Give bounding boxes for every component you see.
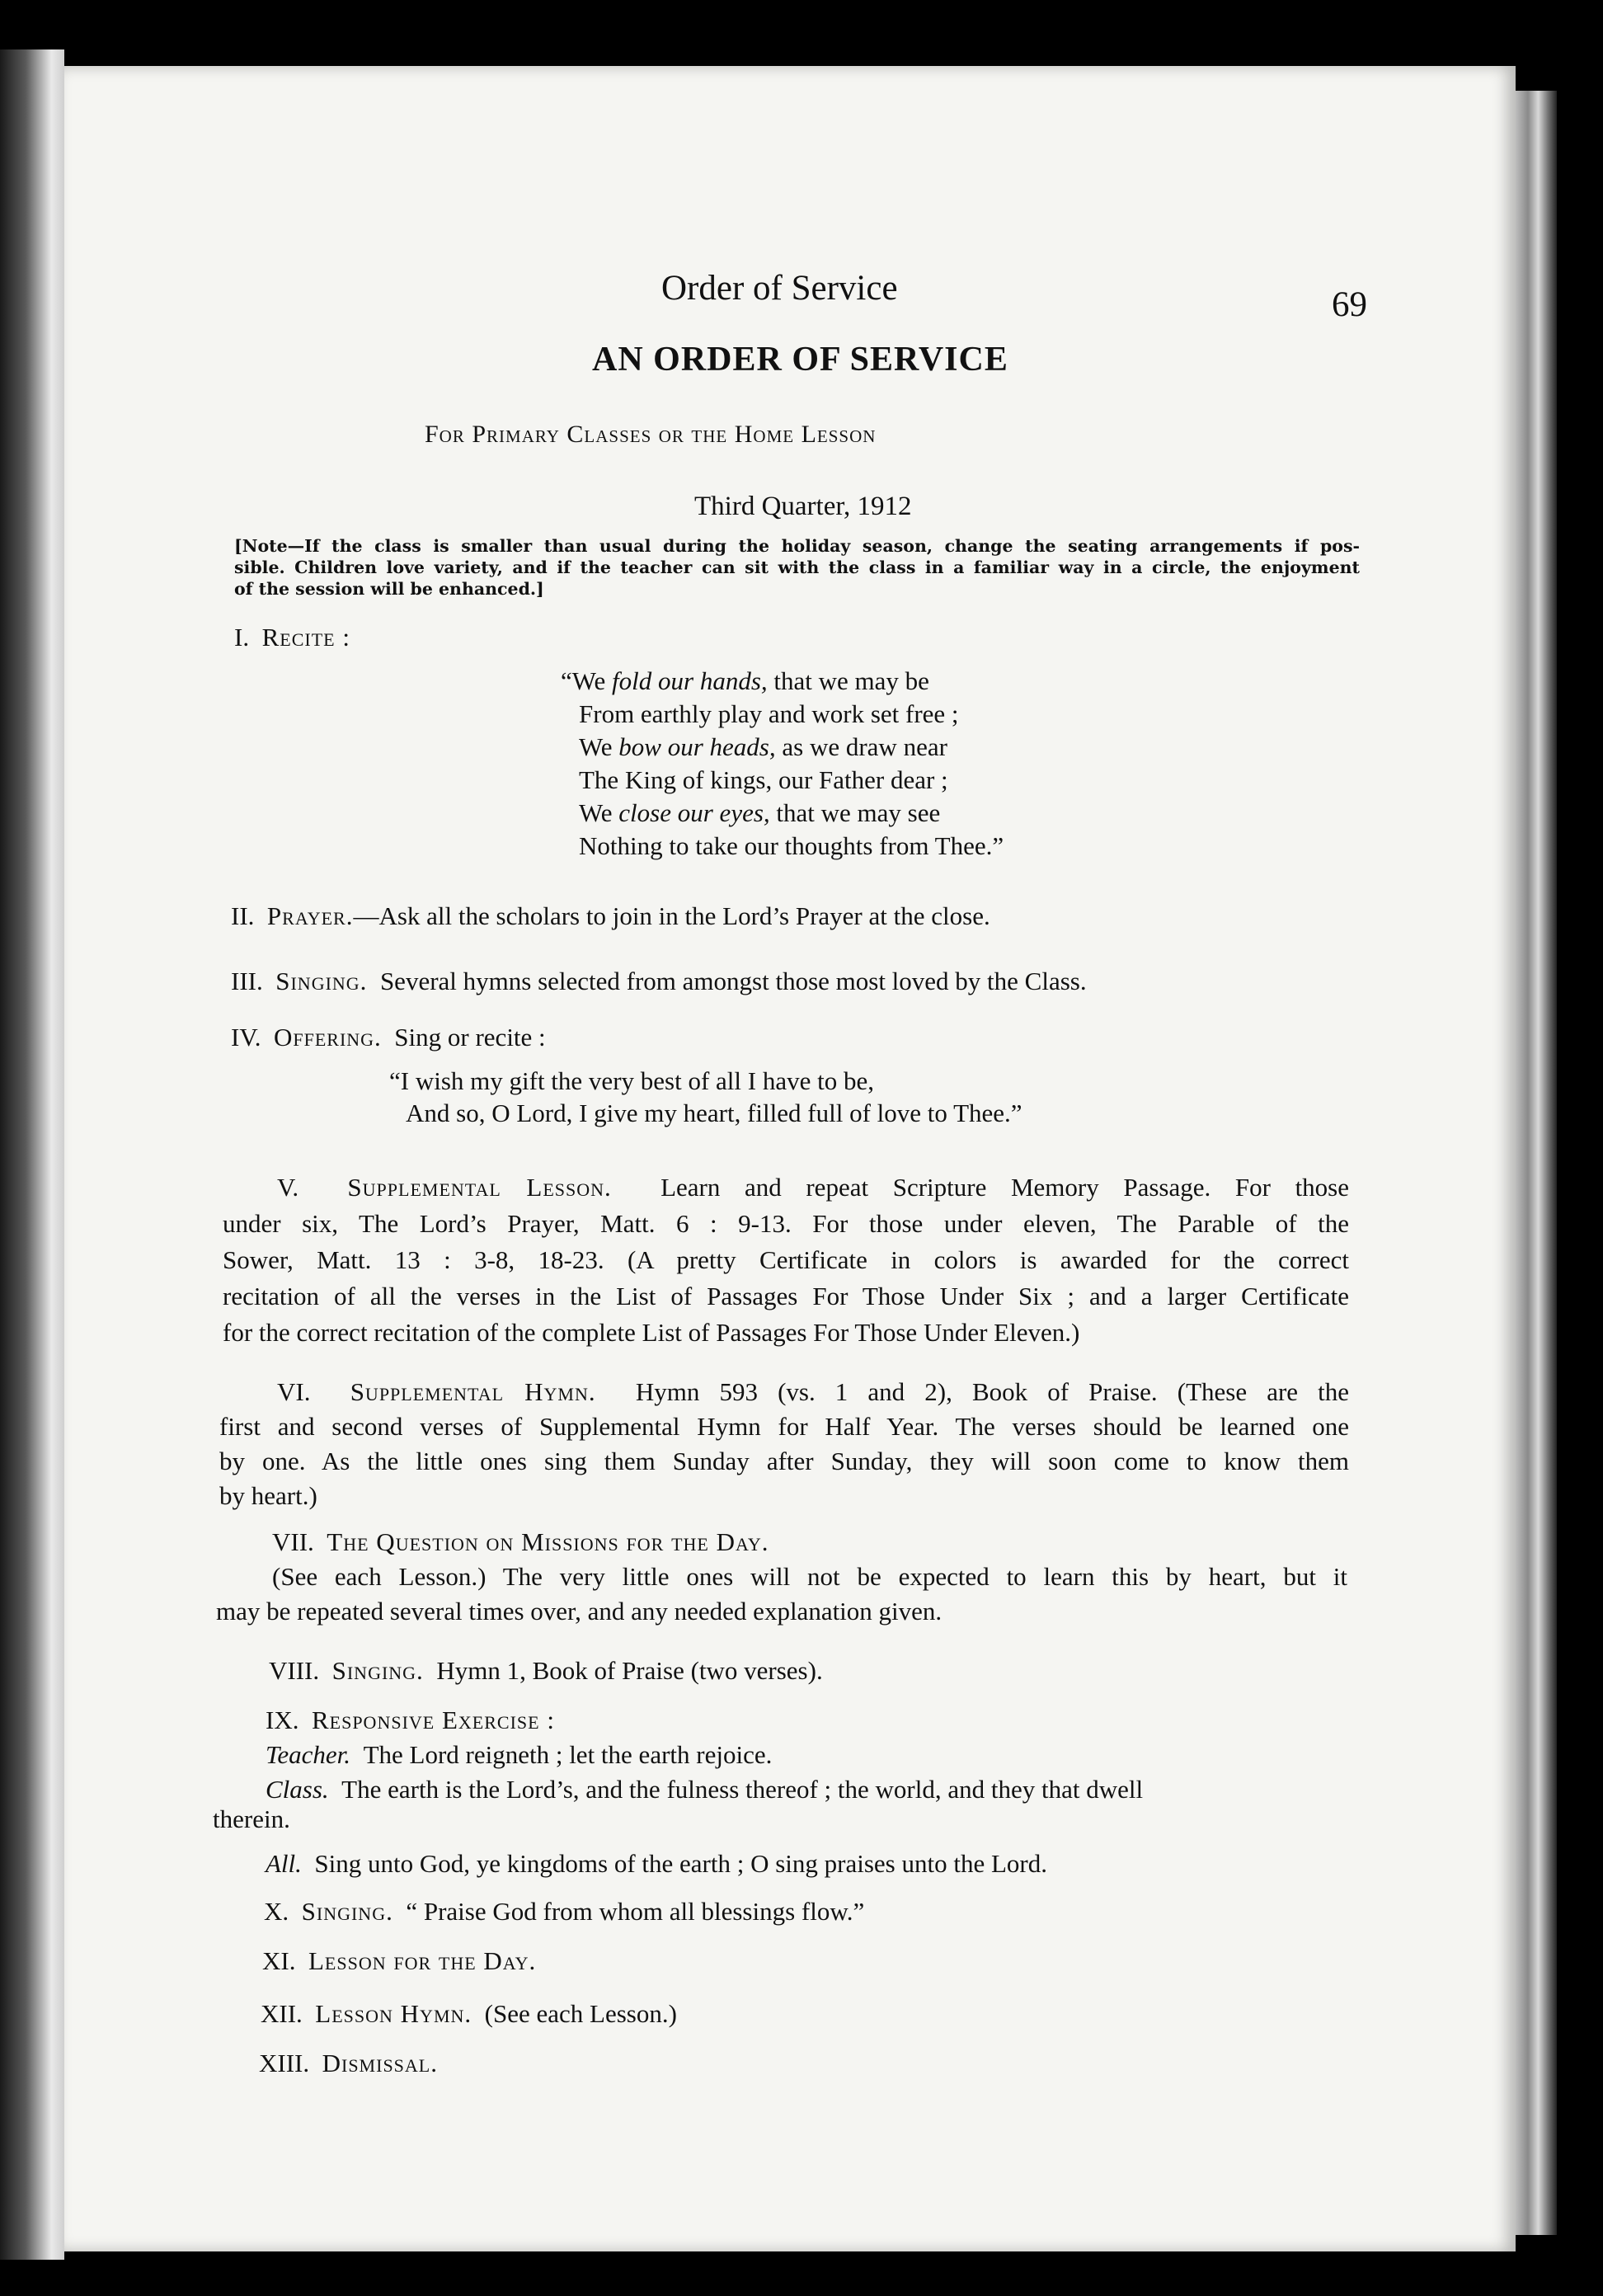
section-heading: Offering. [273, 1023, 382, 1052]
quarter-line: Third Quarter, 1912 [694, 492, 912, 521]
note-line-3: of the session will be enhanced.] [234, 579, 544, 599]
poem-line-1: “We fold our hands, that we may be [561, 666, 929, 695]
section-heading: Singing. [275, 967, 368, 995]
supp-hymn-line-2: first and second verses of Supplemental Hymn for Half Year. The verses should be learned one [219, 1412, 1349, 1441]
page-number: 69 [1332, 285, 1367, 324]
poem-line-4: The King of kings, our Father dear ; [579, 765, 948, 794]
section-lesson-hymn: XII. Lesson Hymn. (See each Lesson.) [261, 1999, 677, 2028]
responsive-heading: IX. Responsive Exercise : [266, 1706, 555, 1734]
section-heading: Prayer. [266, 901, 354, 930]
section-text: —Ask all the scholars to join in the Lord’s Prayer at the close. [353, 901, 990, 930]
responsive-teacher: Teacher. The Lord reigneth ; let the earth rejoice. [266, 1740, 773, 1769]
section-text: Sing or recite : [394, 1023, 546, 1052]
supp-hymn-line-3: by one. As the little ones sing them Sunday after Sunday, they will soon come to know them [219, 1447, 1349, 1475]
poem-line-3: We bow our heads, as we draw near [579, 732, 947, 761]
supp-hymn-line-1: VI. Supplemental Hymn. Hymn 593 (vs. 1 and 2), Book of Praise. (These are the [277, 1377, 1350, 1406]
note-line-1: [Note—If the class is smaller than usual during the holiday season, change the seating arrangements if pos- [234, 536, 1360, 556]
poem-line-5: We close our eyes, that we may see [579, 798, 941, 827]
poem-line-6: Nothing to take our thoughts from Thee.” [579, 831, 1004, 860]
book-spine-edge [0, 49, 64, 2260]
section-number: I. [234, 623, 250, 652]
page-stack-edge [1516, 91, 1557, 2235]
supp-hymn-line-4: by heart.) [219, 1481, 317, 1510]
section-number: III. [231, 967, 263, 995]
section-heading: Recite : [261, 623, 350, 652]
offering-verse-1: “I wish my gift the very best of all I have to be, [389, 1066, 874, 1095]
responsive-class-cont: therein. [213, 1804, 290, 1833]
running-head: Order of Service [661, 269, 898, 308]
section-number: IV. [231, 1023, 261, 1052]
poem-line-2: From earthly play and work set free ; [579, 699, 959, 728]
section-number: II. [231, 901, 255, 930]
responsive-class: Class. The earth is the Lord’s, and the fulness thereof ; the world, and they that dwell [266, 1775, 1144, 1804]
offering-verse-2: And so, O Lord, I give my heart, filled full of love to Thee.” [406, 1099, 1022, 1127]
section-singing-2: VIII. Singing. Hymn 1, Book of Praise (two verses). [269, 1656, 823, 1685]
page-title: AN ORDER OF SERVICE [592, 341, 1008, 379]
supp-lesson-line-2: under six, The Lord’s Prayer, Matt. 6 : 9-13. For those under eleven, The Parable of the [223, 1209, 1349, 1238]
supp-lesson-line-5: for the correct recitation of the complete List of Passages For Those Under Eleven.) [223, 1318, 1080, 1347]
section-dismissal: XIII. Dismissal. [259, 2049, 438, 2077]
missions-heading: VII. The Question on Missions for the Day. [272, 1527, 769, 1556]
supp-lesson-line-1: V. Supplemental Lesson. Learn and repeat Scripture Memory Passage. For those [277, 1173, 1350, 1202]
section-singing-1 [231, 967, 1087, 996]
section-offering [231, 1023, 546, 1052]
supp-lesson-line-3: Sower, Matt. 13 : 3-8, 18-23. (A pretty Certificate in colors is awarded for the correct [223, 1245, 1349, 1274]
page-subtitle: For Primary Classes or the Home Lesson [425, 421, 877, 448]
missions-line-2: may be repeated several times over, and any needed explanation given. [216, 1597, 943, 1626]
section-lesson-day: XI. Lesson for the Day. [262, 1946, 537, 1975]
section-recite [234, 623, 350, 652]
section-prayer [231, 901, 990, 931]
section-singing-3: X. Singing. “ Praise God from whom all blessings flow.” [264, 1897, 865, 1926]
section-text: Several hymns selected from amongst those most loved by the Class. [379, 967, 1087, 995]
responsive-all: All. Sing unto God, ye kingdoms of the earth ; O sing praises unto the Lord. [266, 1849, 1047, 1878]
missions-line-1: (See each Lesson.) The very little ones will not be expected to learn this by heart, but it [272, 1562, 1347, 1591]
supp-lesson-line-4: recitation of all the verses in the List of Passages For Those Under Six ; and a larger Certificate [223, 1282, 1349, 1310]
note-line-2: sible. Children love variety, and if the teacher can sit with the class in a familiar way in a circle, the enjoyment [234, 558, 1360, 577]
